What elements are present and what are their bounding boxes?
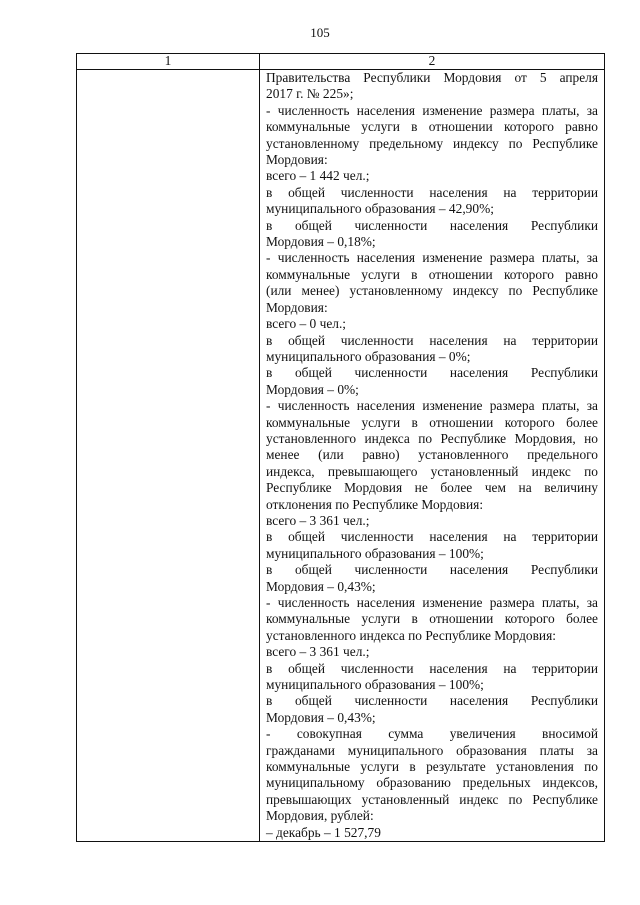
text-line: (или менее) установленному индексу по Республике — [266, 283, 598, 299]
text-line: в общей численности населения Республики — [266, 562, 598, 578]
text-line: коммунальные услуги в результате установления по — [266, 759, 598, 775]
table-header-row — [77, 54, 605, 70]
column-1-cell — [77, 70, 260, 842]
column-header-1: 1 — [77, 54, 260, 70]
text-line: установленному предельному индексу по Республике — [266, 135, 598, 151]
text-line: установленного индекса по Республике Мордовия: — [266, 627, 556, 643]
text-line: Мордовия: — [266, 299, 328, 315]
text-line: Мордовия – 0,43%; — [266, 578, 376, 594]
text-line: менее (или равно) установленного предельного — [266, 447, 598, 463]
text-line: муниципального образования – 42,90%; — [266, 201, 494, 217]
document-table — [76, 53, 605, 842]
text-line: в общей численности населения Республики — [266, 365, 598, 381]
text-line: Мордовия – 0,18%; — [266, 234, 376, 250]
text-line: превышающих установленный индекс по Республике — [266, 791, 598, 807]
text-line: 2017 г. № 225»; — [266, 86, 354, 102]
table-row — [77, 70, 605, 842]
text-line: муниципальному образованию предельных индексов, — [266, 775, 598, 791]
text-line: в общей численности населения на территории — [266, 660, 598, 676]
text-line: муниципального образования – 100%; — [266, 545, 484, 561]
column-2-cell — [260, 70, 605, 842]
text-line: коммунальные услуги в отношении которого более — [266, 611, 598, 627]
text-line: индекса, превышающего установленный индекс по — [266, 463, 598, 479]
text-line: коммунальные услуги в отношении которого более — [266, 414, 598, 430]
text-line: Мордовия, рублей: — [266, 808, 374, 824]
text-line: - численность населения изменение размера платы, за — [266, 595, 598, 610]
column-header-2: 2 — [260, 54, 605, 70]
text-line: муниципального образования – 0%; — [266, 348, 471, 364]
text-line: - численность населения изменение размера платы, за — [266, 250, 598, 266]
text-line: в общей численности населения Республики — [266, 693, 598, 709]
text-line: в общей численности населения Республики — [266, 217, 598, 233]
text-line: всего – 1 442 чел.; — [266, 168, 370, 184]
text-line: - численность населения изменение размера платы, за — [266, 398, 598, 414]
text-line: в общей численности населения на территории — [266, 529, 598, 545]
text-line: - совокупная сумма увеличения вносимой — [266, 726, 598, 742]
text-line: муниципального образования – 100%; — [266, 677, 484, 693]
text-line: Мордовия – 0%; — [266, 381, 359, 397]
text-line: Мордовия – 0,43%; — [266, 709, 376, 725]
text-line: всего – 0 чел.; — [266, 316, 347, 332]
text-line: коммунальные услуги в отношении которого равно — [266, 119, 598, 135]
text-line: – декабрь – 1 527,79 — [266, 824, 381, 840]
text-line: всего – 3 361 чел.; — [266, 644, 370, 660]
text-line: в общей численности населения на территории — [266, 184, 598, 200]
text-line: отклонения по Республике Мордовия: — [266, 496, 484, 512]
text-line: установленного индекса по Республике Мордовия, но — [266, 430, 598, 446]
page-number: 105 — [310, 25, 330, 40]
text-line: Мордовия: — [266, 152, 328, 168]
text-line: всего – 3 361 чел.; — [266, 512, 370, 528]
text-line: гражданами муниципального образования платы за — [266, 742, 598, 758]
text-line: коммунальные услуги в отношении которого равно — [266, 266, 598, 282]
text-line: Республике Мордовия не более чем на величину — [266, 480, 598, 496]
text-line: - численность населения изменение размера платы, за — [266, 102, 598, 118]
text-line: Правительства Республики Мордовия от 5 апреля — [266, 70, 598, 85]
text-line: в общей численности населения на территории — [266, 332, 598, 348]
